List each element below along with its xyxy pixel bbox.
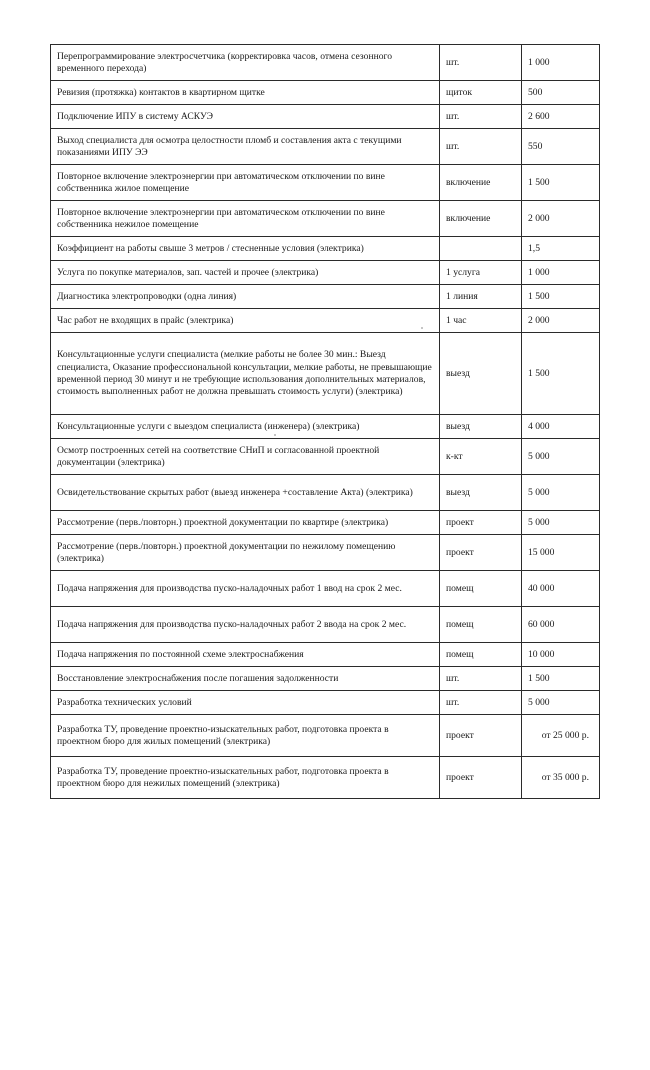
price-cell: 60 000 — [522, 607, 600, 643]
price-cell: 5 000 — [522, 691, 600, 715]
price-table — [50, 44, 600, 799]
unit-cell: проект — [440, 511, 522, 535]
service-name-cell: Разработка ТУ, проведение проектно-изыскательных работ, подготовка проекта в проектном бюро для жилых помещений (электрика) — [51, 715, 440, 757]
price-cell: от 25 000 р. — [522, 715, 600, 757]
service-name-cell: Разработка ТУ, проведение проектно-изыскательных работ, подготовка проекта в проектном бюро для нежилых помещений (электрика) — [51, 757, 440, 799]
price-cell: 15 000 — [522, 535, 600, 571]
price-cell: 2 000 — [522, 201, 600, 237]
unit-cell: к-кт — [440, 439, 522, 475]
unit-cell: выезд — [440, 333, 522, 415]
unit-cell: проект — [440, 535, 522, 571]
service-name-cell: Перепрограммирование электросчетчика (корректировка часов, отмена сезонного временного перехода) — [51, 45, 440, 81]
price-cell: 5 000 — [522, 511, 600, 535]
price-cell: 2 000 — [522, 309, 600, 333]
table-row — [51, 285, 600, 309]
table-row — [51, 333, 600, 415]
service-name-cell: Восстановление электроснабжения после погашения задолженности — [51, 667, 440, 691]
table-row — [51, 129, 600, 165]
table-row — [51, 81, 600, 105]
unit-cell: выезд — [440, 475, 522, 511]
price-cell: 1 000 — [522, 261, 600, 285]
price-cell: 1,5 — [522, 237, 600, 261]
table-row — [51, 643, 600, 667]
service-name-cell: Коэффициент на работы свыше 3 метров / стесненные условия (электрика) — [51, 237, 440, 261]
table-row — [51, 715, 600, 757]
service-name-cell: Консультационные услуги с выездом специалиста (инженера) (электрика) — [51, 415, 440, 439]
table-row — [51, 511, 600, 535]
table-row — [51, 201, 600, 237]
service-name-cell: Осмотр построенных сетей на соответствие СНиП и согласованной проектной документации (электрика) — [51, 439, 440, 475]
table-row — [51, 607, 600, 643]
unit-cell: 1 услуга — [440, 261, 522, 285]
service-name-cell: Подача напряжения по постоянной схеме электроснабжения — [51, 643, 440, 667]
price-cell: 5 000 — [522, 475, 600, 511]
service-name-cell: Диагностика электропроводки (одна линия) — [51, 285, 440, 309]
price-table-body — [51, 45, 600, 799]
unit-cell: 1 линия — [440, 285, 522, 309]
unit-cell: помещ — [440, 607, 522, 643]
unit-cell: выезд — [440, 415, 522, 439]
unit-cell — [440, 237, 522, 261]
price-cell: 10 000 — [522, 643, 600, 667]
unit-cell: проект — [440, 715, 522, 757]
price-cell: 40 000 — [522, 571, 600, 607]
service-name-cell: Рассмотрение (перв./повторн.) проектной документации по квартире (электрика) — [51, 511, 440, 535]
table-row — [51, 667, 600, 691]
table-row — [51, 475, 600, 511]
table-row — [51, 309, 600, 333]
unit-cell: помещ — [440, 643, 522, 667]
unit-cell: включение — [440, 201, 522, 237]
service-name-cell: Подача напряжения для производства пуско-наладочных работ 2 ввода на срок 2 мес. — [51, 607, 440, 643]
price-cell: 4 000 — [522, 415, 600, 439]
service-name-cell: Повторное включение электроэнергии при автоматическом отключении по вине собственника жилое помещение — [51, 165, 440, 201]
table-row — [51, 45, 600, 81]
service-name-cell: Освидетельствование скрытых работ (выезд инженера +составление Акта) (электрика) — [51, 475, 440, 511]
service-name-cell: Повторное включение электроэнергии при автоматическом отключении по вине собственника нежилое помещение — [51, 201, 440, 237]
unit-cell: шт. — [440, 45, 522, 81]
price-cell: 1 500 — [522, 667, 600, 691]
table-row — [51, 237, 600, 261]
table-row — [51, 105, 600, 129]
table-row — [51, 757, 600, 799]
scan-speck — [274, 434, 276, 436]
service-name-cell: Ревизия (протяжка) контактов в квартирном щитке — [51, 81, 440, 105]
table-row — [51, 415, 600, 439]
unit-cell: шт. — [440, 129, 522, 165]
unit-cell: шт. — [440, 691, 522, 715]
price-cell: 1 000 — [522, 45, 600, 81]
table-row — [51, 439, 600, 475]
scan-speck — [421, 327, 423, 329]
service-name-cell: Услуга по покупке материалов, зап. частей и прочее (электрика) — [51, 261, 440, 285]
service-name-cell: Рассмотрение (перв./повторн.) проектной документации по нежилому помещению (электрика) — [51, 535, 440, 571]
price-cell: 1 500 — [522, 165, 600, 201]
table-row — [51, 261, 600, 285]
unit-cell: 1 час — [440, 309, 522, 333]
unit-cell: включение — [440, 165, 522, 201]
unit-cell: проект — [440, 757, 522, 799]
price-cell: 1 500 — [522, 333, 600, 415]
service-name-cell: Час работ не входящих в прайс (электрика) — [51, 309, 440, 333]
unit-cell: щиток — [440, 81, 522, 105]
table-row — [51, 535, 600, 571]
service-name-cell: Разработка технических условий — [51, 691, 440, 715]
price-cell: 1 500 — [522, 285, 600, 309]
table-row — [51, 571, 600, 607]
price-cell: 5 000 — [522, 439, 600, 475]
service-name-cell: Выход специалиста для осмотра целостности пломб и составления акта с текущими показаниями ИПУ ЭЭ — [51, 129, 440, 165]
service-name-cell: Подача напряжения для производства пуско-наладочных работ 1 ввод на срок 2 мес. — [51, 571, 440, 607]
price-cell: 2 600 — [522, 105, 600, 129]
price-cell: 550 — [522, 129, 600, 165]
unit-cell: шт. — [440, 105, 522, 129]
unit-cell: помещ — [440, 571, 522, 607]
table-row — [51, 691, 600, 715]
price-cell: 500 — [522, 81, 600, 105]
service-name-cell: Консультационные услуги специалиста (мелкие работы не более 30 мин.: Выезд специалиста, Оказание профессиональной консультации, мелкие работы, не превышающие временной период 30 минут и не требующие использования дополнительных материалов, стоимость выполненных работ не должна превышать стоимость услуги) (электрика) — [51, 333, 440, 415]
price-cell: от 35 000 р. — [522, 757, 600, 799]
table-row — [51, 165, 600, 201]
service-name-cell: Подключение ИПУ в систему АСКУЭ — [51, 105, 440, 129]
unit-cell: шт. — [440, 667, 522, 691]
